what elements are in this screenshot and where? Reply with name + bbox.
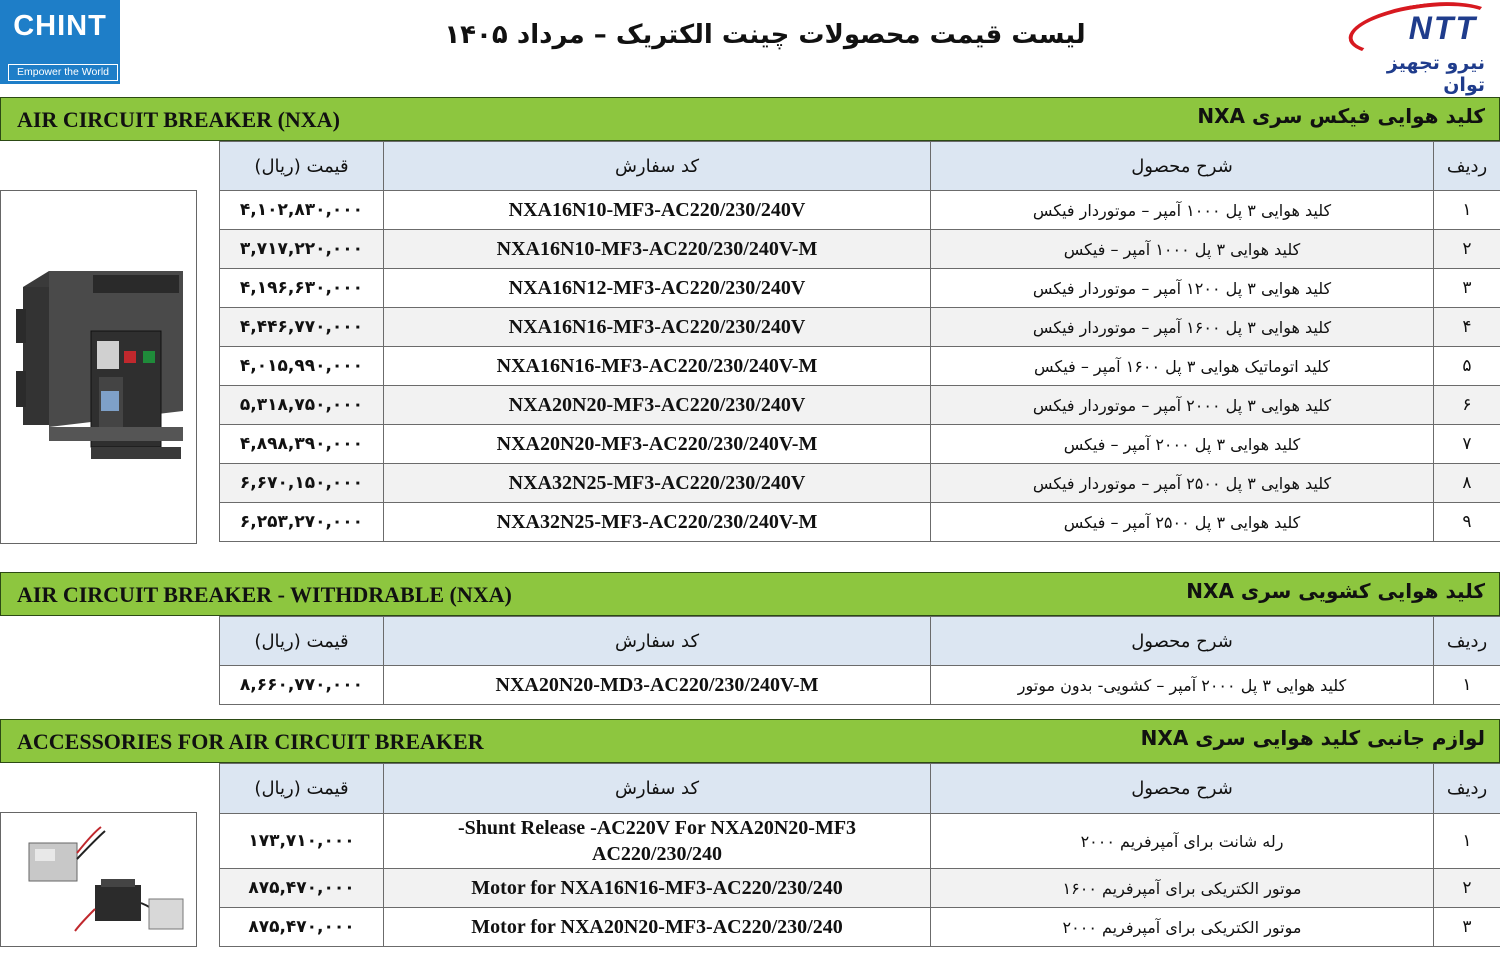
col-header-idx: ردیف <box>1434 617 1500 666</box>
ntt-logo-name: NTT <box>1408 10 1477 46</box>
table-row <box>220 869 1500 908</box>
code-cell: Motor for NXA16N16-MF3-AC220/230/240 <box>384 869 931 908</box>
section-bar-accessories <box>0 719 1500 763</box>
code-cell: NXA16N10-MF3-AC220/230/240V-M <box>384 230 931 269</box>
section-title-fa: کلید هوایی کشویی سری NXA <box>1186 579 1485 603</box>
price-cell: ۵,۳۱۸,۷۵۰,۰۰۰ <box>220 386 384 425</box>
accessories-icon <box>1 813 198 948</box>
accessories-product-image <box>0 812 197 947</box>
table-row <box>220 386 1500 425</box>
desc-cell: موتور الکتریکی برای آمپرفریم ۲۰۰۰ <box>931 908 1434 947</box>
col-header-desc: شرح محصول <box>931 764 1434 814</box>
acb-product-image <box>0 190 197 544</box>
desc-cell: کلید هوایی ۳ پل ۲۵۰۰ آمپر – فیکس <box>931 503 1434 542</box>
col-header-idx: ردیف <box>1434 764 1500 814</box>
section-bar-fixed <box>0 97 1500 141</box>
code-cell: -Shunt Release -AC220V For NXA20N20-MF3 AC220/230/240 <box>384 814 931 869</box>
desc-cell: کلید هوایی ۳ پل ۲۵۰۰ آمپر – موتوردار فیکس <box>931 464 1434 503</box>
price-cell: ۴,۴۴۶,۷۷۰,۰۰۰ <box>220 308 384 347</box>
desc-cell: کلید اتوماتیک هوایی ۳ پل ۱۶۰۰ آمپر – فیکس <box>931 347 1434 386</box>
price-cell: ۶,۶۷۰,۱۵۰,۰۰۰ <box>220 464 384 503</box>
table-row <box>220 814 1500 869</box>
col-header-desc: شرح محصول <box>931 617 1434 666</box>
price-cell: ۸۷۵,۴۷۰,۰۰۰ <box>220 908 384 947</box>
code-cell: NXA20N20-MD3-AC220/230/240V-M <box>384 666 931 705</box>
desc-cell: کلید هوایی ۳ پل ۱۰۰۰ آمپر – موتوردار فیکس <box>931 191 1434 230</box>
ntt-logo-fa: نیرو تجهیز توان <box>1386 52 1485 96</box>
code-cell: NXA16N10-MF3-AC220/230/240V <box>384 191 931 230</box>
table-row <box>220 347 1500 386</box>
desc-cell: کلید هوایی ۳ پل ۱۲۰۰ آمپر – موتوردار فیکس <box>931 269 1434 308</box>
price-cell: ۴,۱۹۶,۶۳۰,۰۰۰ <box>220 269 384 308</box>
idx-cell: ۷ <box>1434 425 1500 464</box>
air-circuit-breaker-icon <box>1 191 198 545</box>
price-cell: ۱۷۳,۷۱۰,۰۰۰ <box>220 814 384 869</box>
idx-cell: ۱ <box>1434 191 1500 230</box>
section-title-en: ACCESSORIES FOR AIR CIRCUIT BREAKER <box>17 729 484 754</box>
price-cell: ۸,۶۶۰,۷۷۰,۰۰۰ <box>220 666 384 705</box>
table-row <box>220 269 1500 308</box>
idx-cell: ۱ <box>1434 666 1500 705</box>
price-cell: ۶,۲۵۳,۲۷۰,۰۰۰ <box>220 503 384 542</box>
chint-logo <box>0 0 120 84</box>
section-title-fa: کلید هوایی فیکس سری NXA <box>1197 104 1485 128</box>
section-title-fa: لوازم جانبی کلید هوایی سری NXA <box>1140 726 1485 750</box>
idx-cell: ۳ <box>1434 908 1500 947</box>
price-cell: ۸۷۵,۴۷۰,۰۰۰ <box>220 869 384 908</box>
section-title-en: AIR CIRCUIT BREAKER (NXA) <box>17 107 340 132</box>
price-cell: ۴,۰۱۵,۹۹۰,۰۰۰ <box>220 347 384 386</box>
idx-cell: ۹ <box>1434 503 1500 542</box>
price-table-fixed <box>219 141 1500 542</box>
code-cell: NXA20N20-MF3-AC220/230/240V <box>384 386 931 425</box>
idx-cell: ۴ <box>1434 308 1500 347</box>
chint-logo-tagline: Empower the World <box>9 65 117 80</box>
table-row <box>220 425 1500 464</box>
table-row <box>220 503 1500 542</box>
table-row <box>220 464 1500 503</box>
desc-cell: کلید هوایی ۳ پل ۲۰۰۰ آمپر – فیکس <box>931 425 1434 464</box>
desc-cell: موتور الکتریکی برای آمپرفریم ۱۶۰۰ <box>931 869 1434 908</box>
page-title: لیست قیمت محصولات چینت الکتریک – مرداد ۱۴۰۵ <box>444 20 1086 50</box>
code-cell: Motor for NXA20N20-MF3-AC220/230/240 <box>384 908 931 947</box>
idx-cell: ۳ <box>1434 269 1500 308</box>
table-row <box>220 308 1500 347</box>
section-title-en: AIR CIRCUIT BREAKER - WITHDRABLE (NXA) <box>17 582 512 607</box>
code-cell: NXA16N12-MF3-AC220/230/240V <box>384 269 931 308</box>
col-header-code: کد سفارش <box>384 142 931 191</box>
table-row <box>220 908 1500 947</box>
col-header-idx: ردیف <box>1434 142 1500 191</box>
idx-cell: ۵ <box>1434 347 1500 386</box>
desc-cell: کلید هوایی ۳ پل ۱۰۰۰ آمپر – فیکس <box>931 230 1434 269</box>
code-cell: NXA16N16-MF3-AC220/230/240V-M <box>384 347 931 386</box>
col-header-price: قیمت (ریال) <box>220 617 384 666</box>
desc-cell: کلید هوایی ۳ پل ۱۶۰۰ آمپر – موتوردار فیکس <box>931 308 1434 347</box>
idx-cell: ۲ <box>1434 230 1500 269</box>
code-cell: NXA16N16-MF3-AC220/230/240V <box>384 308 931 347</box>
desc-cell: رله شانت برای آمپرفریم ۲۰۰۰ <box>931 814 1434 869</box>
price-cell: ۴,۱۰۲,۸۳۰,۰۰۰ <box>220 191 384 230</box>
col-header-price: قیمت (ریال) <box>220 764 384 814</box>
table-row <box>220 666 1500 705</box>
col-header-code: کد سفارش <box>384 764 931 814</box>
idx-cell: ۶ <box>1434 386 1500 425</box>
code-cell: NXA32N25-MF3-AC220/230/240V <box>384 464 931 503</box>
col-header-code: کد سفارش <box>384 617 931 666</box>
idx-cell: ۱ <box>1434 814 1500 869</box>
price-table-accessories <box>219 763 1500 947</box>
desc-cell: کلید هوایی ۳ پل ۲۰۰۰ آمپر – کشویی- بدون موتور <box>931 666 1434 705</box>
desc-cell: کلید هوایی ۳ پل ۲۰۰۰ آمپر – موتوردار فیکس <box>931 386 1434 425</box>
ntt-logo <box>1340 0 1495 96</box>
idx-cell: ۲ <box>1434 869 1500 908</box>
code-cell: NXA20N20-MF3-AC220/230/240V-M <box>384 425 931 464</box>
idx-cell: ۸ <box>1434 464 1500 503</box>
code-cell: NXA32N25-MF3-AC220/230/240V-M <box>384 503 931 542</box>
table-row <box>220 191 1500 230</box>
price-table-withdrawable <box>219 616 1500 705</box>
table-row <box>220 230 1500 269</box>
section-bar-withdrawable <box>0 572 1500 616</box>
price-cell: ۳,۷۱۷,۲۲۰,۰۰۰ <box>220 230 384 269</box>
price-cell: ۴,۸۹۸,۳۹۰,۰۰۰ <box>220 425 384 464</box>
col-header-price: قیمت (ریال) <box>220 142 384 191</box>
col-header-desc: شرح محصول <box>931 142 1434 191</box>
chint-logo-name: CHINT <box>13 10 107 42</box>
